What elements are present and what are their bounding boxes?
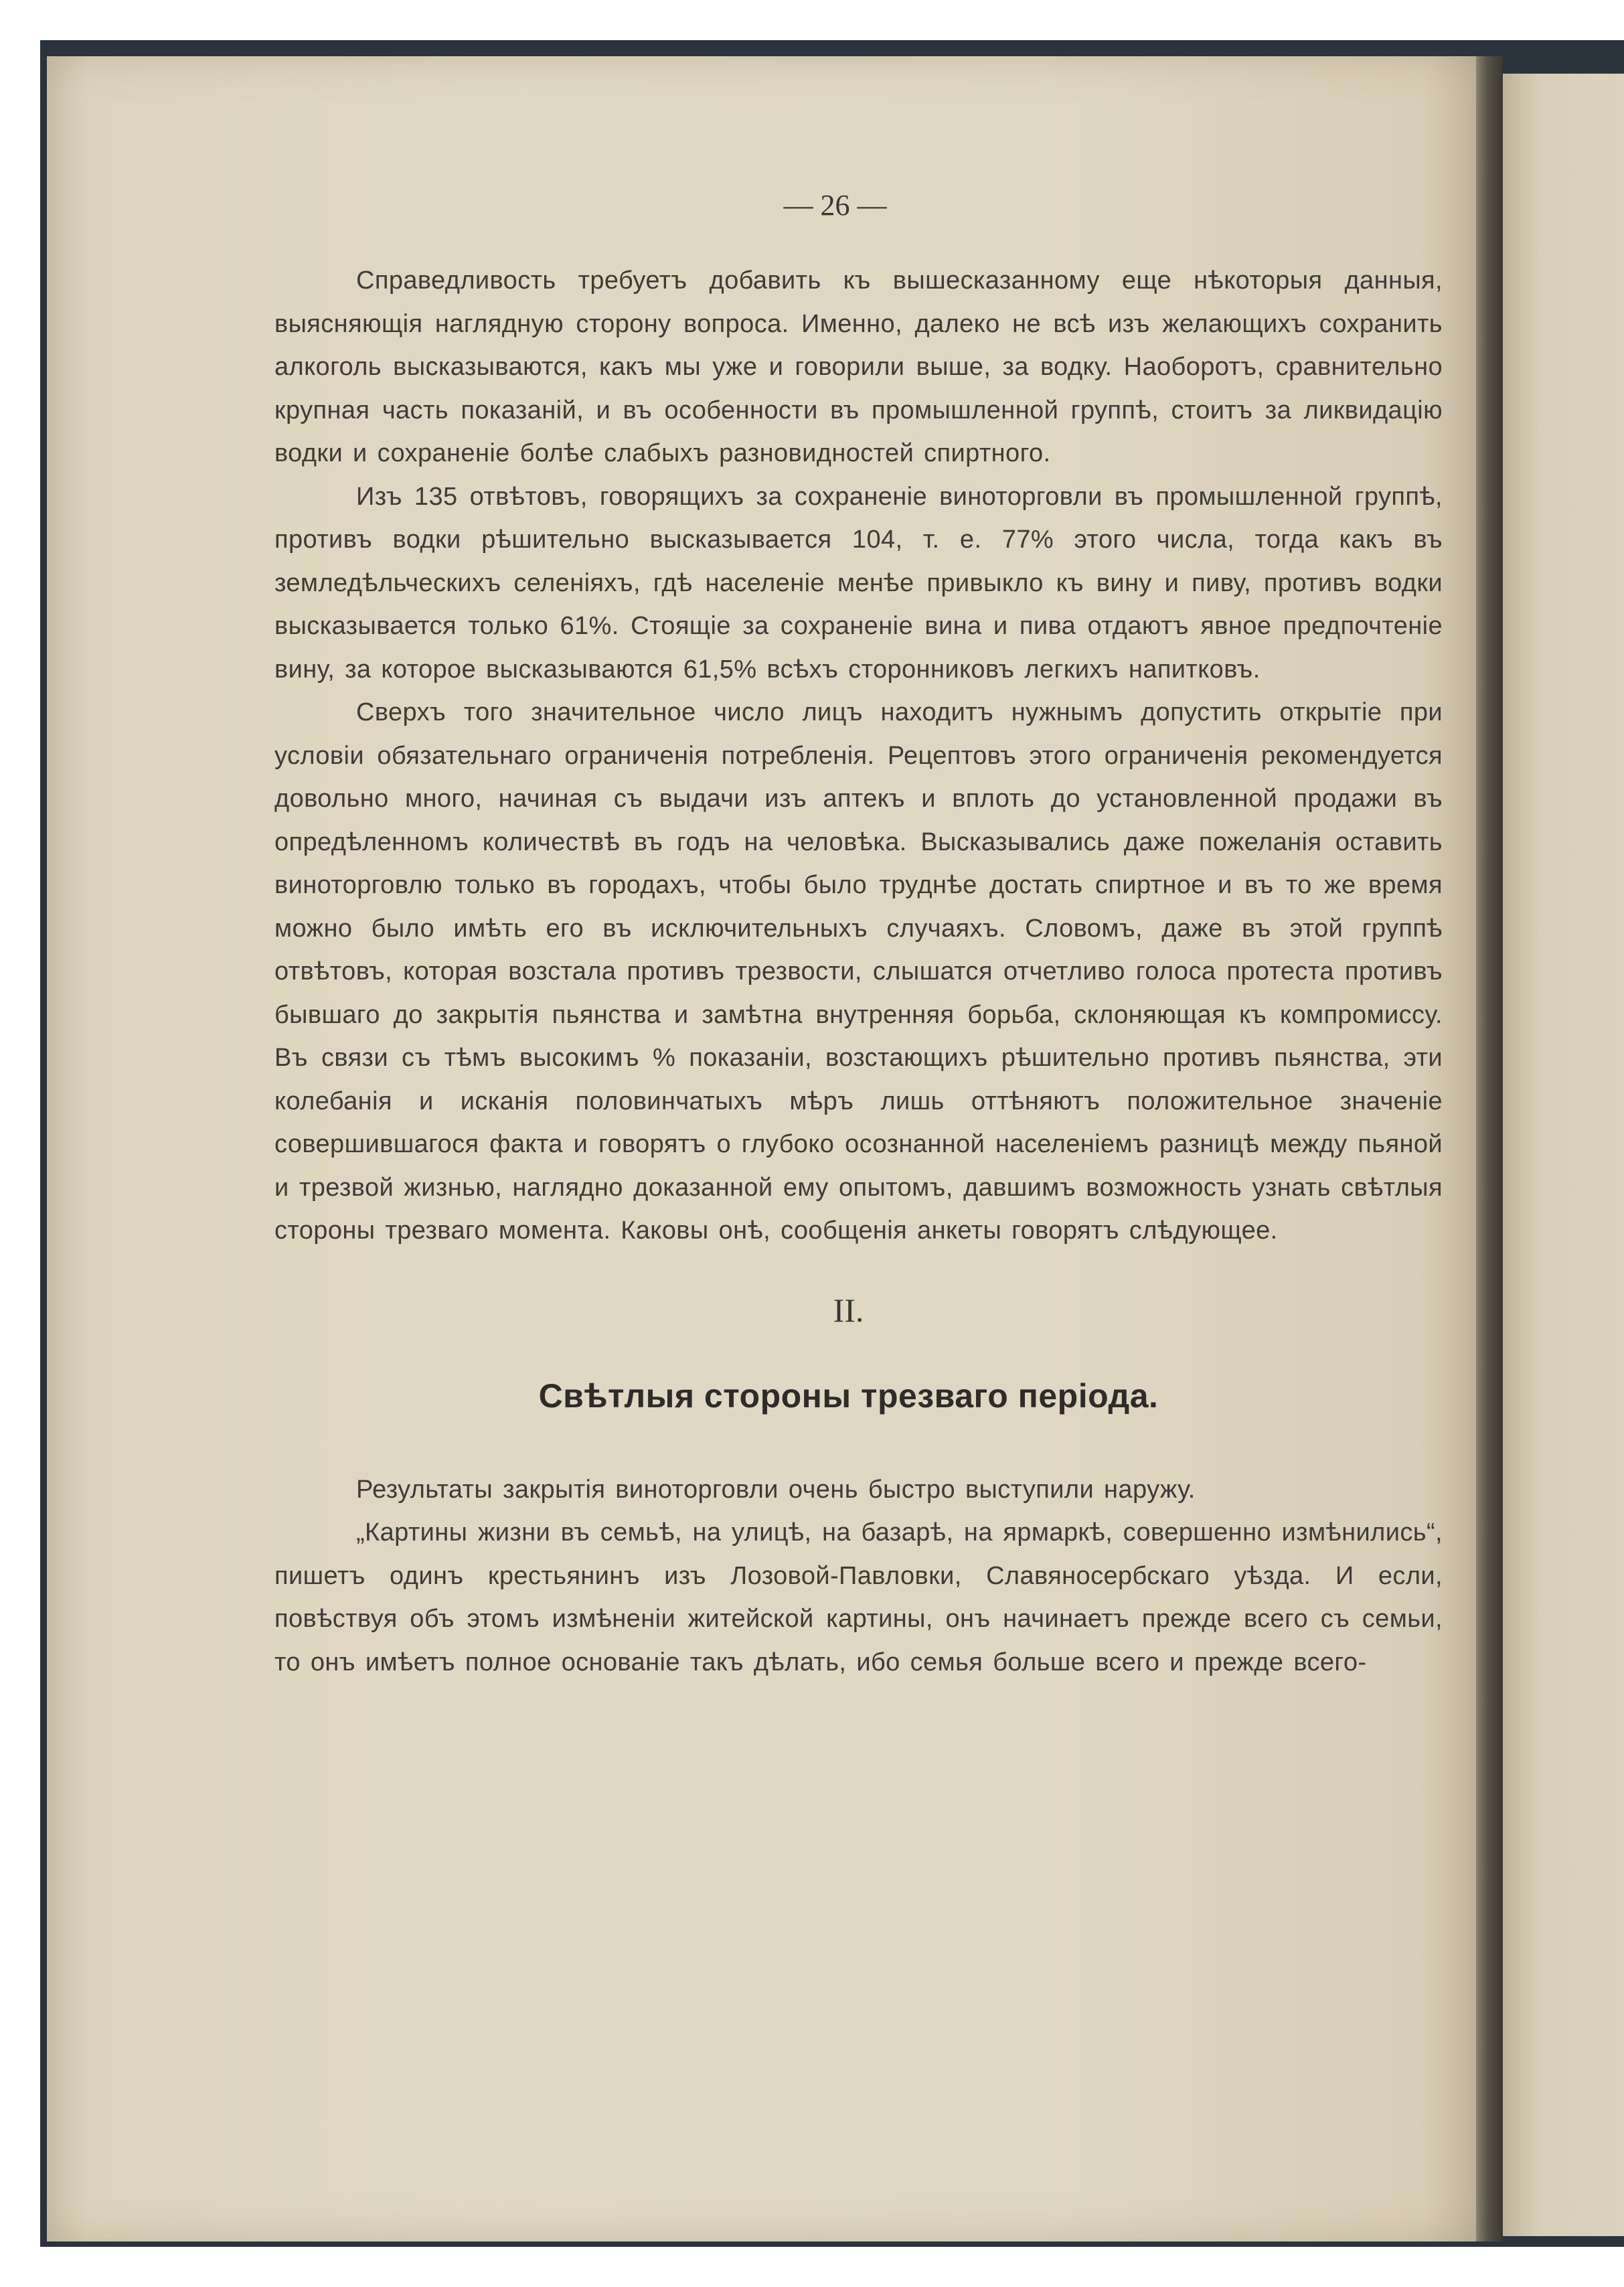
book-gutter [1476,56,1503,2241]
section-paragraph-1: Результаты закрытія виноторговли очень быстро выступили наружу. [356,1475,1196,1504]
section-title: Свѣтлыя стороны трезваго періода. [538,1376,1159,1415]
paragraph-1: Справедливость требуетъ добавить къ вышесказанному еще нѣкоторыя данныя, выясняющія наглядную сторону вопроса. Именно, далеко не всѣ изъ желающихъ сохранить алкоголь высказываются, какъ мы уже и говорили выше, за водку. Наоборотъ, сравнительно крупная часть показаній, и въ особенности въ промышленной группѣ, стоитъ за ликвидацію водки и сохраненіе болѣе слабыхъ разновидностей спиртного. [274,266,1443,467]
page-content [274,184,1443,1684]
paragraph-3: Сверхъ того значительное число лицъ находитъ нужнымъ допустить открытіе при условіи обязательнаго ограниченія потребленія. Рецептовъ этого ограниченія рекомендуется довольно много, начиная съ выдачи изъ аптекъ и вплоть до установленной продажи въ опредѣленномъ количествѣ въ годъ на человѣка. Высказывались даже пожеланія оставить виноторговлю только въ городахъ, чтобы было труднѣе достать спиртное и въ то же время можно было имѣть его въ исключительныхъ случаяхъ. Словомъ, даже въ этой группѣ отвѣтовъ, которая возстала противъ трезвости, слышатся отчетливо голоса протеста противъ бывшаго до закрытія пьянства и замѣтна внутренняя борьба, склоняющая къ компромиссу. Въ связи съ тѣмъ высокимъ % показаніи, возстающихъ рѣшительно противъ пьянства, эти колебанія и исканія половинчатыхъ мѣръ лишь оттѣняютъ положительное значеніе совершившагося факта и говорятъ о глубоко осознанной населеніемъ разницѣ между пьяной и трезвой жизнью, наглядно доказанной ему опытомъ, давшимъ возможность узнать свѣтлыя стороны трезваго момента. Каковы онѣ, сообщенія анкеты говорятъ слѣдующее. [274,698,1443,1245]
paragraph-2: Изъ 135 отвѣтовъ, говорящихъ за сохраненіе виноторговли въ промышленной группѣ, противъ водки рѣшительно высказывается 104, т. е. 77% этого числа, тогда какъ въ земледѣльческихъ селеніяхъ, гдѣ населеніе менѣе привыкло къ вину и пиву, противъ водки высказывается только 61%. Стоящіе за сохраненіе вина и пива отдаютъ явное предпочтеніе вину, за которое высказываются 61,5% всѣхъ сторонниковъ легкихъ напитковъ. [274,482,1443,684]
section-numeral: II. [833,1291,864,1329]
section-paragraph-2: „Картины жизни въ семьѣ, на улицѣ, на базарѣ, на ярмаркѣ, совершенно измѣнились“, пишетъ одинъ крестьянинъ изъ Лозовой-Павловки, Славяносербскаго уѣзда. И если, повѣствуя объ этомъ измѣненіи житейской картины, онъ начинаетъ прежде всего съ семьи, то онъ имѣетъ полное основаніе такъ дѣлать, ибо семья больше всего и прежде всего- [274,1518,1443,1676]
page-number: — 26 — [783,189,887,222]
facing-page-edge [1503,74,1624,2236]
